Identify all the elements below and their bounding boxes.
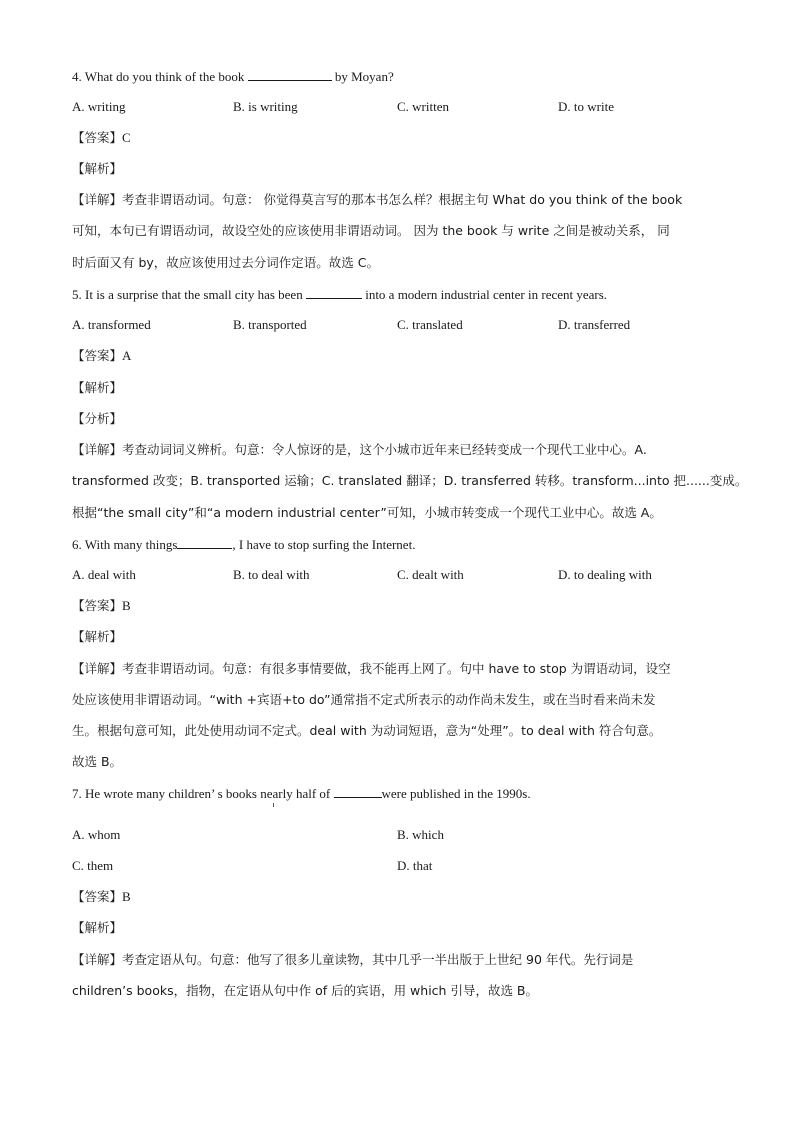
question-6-stem-start: 6. With many things xyxy=(72,537,178,552)
detail-line: 【详解】考查非谓语动词。句意： 你觉得莫言写的那本书怎么样？根据主句 What do you think of the book xyxy=(72,192,683,207)
answer-line xyxy=(72,129,131,147)
analysis-label: 【解析】 xyxy=(72,380,123,395)
detail-line: 处应该使用非谓语动词。“with +宾语+to do”通常指不定式所表示的动作尚未发生，或在当时看来尚未发 xyxy=(72,692,656,707)
answer-label: 【答案】 xyxy=(72,889,123,904)
detail-line: 【详解】考查定语从句。句意：他写了很多儿童读物，其中几乎一半出版于上世纪 90 年代。先行词是 xyxy=(72,952,634,967)
detail-line: children’s books，指物，在定语从句中作 of 后的宾语，用 which 引导，故选 B。 xyxy=(72,983,538,998)
detail-line: 【详解】考查非谓语动词。句意：有很多事情要做，我不能再上网了。句中 have to stop 为谓语动词，设空 xyxy=(72,661,671,676)
analysis-label: 【解析】 xyxy=(72,629,123,644)
question-4-stem-start: 4. What do you think of the book xyxy=(72,69,245,84)
question-4-stem-end: by Moyan? xyxy=(334,69,394,84)
analysis-label: 【解析】 xyxy=(72,920,123,935)
detail-line: 【详解】考查动词词义辨析。句意：令人惊讶的是，这个小城市近年来已经转变成一个现代工业中心。A. xyxy=(72,442,647,457)
detail-label: 【详解】 xyxy=(72,442,123,457)
answer-blank xyxy=(306,285,362,299)
question-5-stem xyxy=(72,285,607,304)
comma-mark xyxy=(273,803,274,807)
answer-line xyxy=(72,888,131,906)
option-d: D. that xyxy=(397,858,433,873)
answer-value: C xyxy=(122,130,131,145)
fenxi-label: 【分析】 xyxy=(72,411,123,426)
question-6-stem xyxy=(72,535,415,554)
option-d: D. transferred xyxy=(558,317,631,332)
option-c: C. them xyxy=(72,858,114,873)
answer-value: A xyxy=(122,348,132,363)
question-7-stem-middle: nearly half of xyxy=(260,786,331,801)
detail-label: 【详解】 xyxy=(72,661,123,676)
option-b: B. to deal with xyxy=(233,567,310,582)
option-d: D. to write xyxy=(558,99,614,114)
detail-line: 故选 B。 xyxy=(72,754,123,769)
option-c: C. dealt with xyxy=(397,567,464,582)
question-5-stem-end: into a modern industrial center in recent years. xyxy=(365,287,608,302)
option-a: A. writing xyxy=(72,99,126,114)
option-c: C. written xyxy=(397,99,449,114)
question-5-stem-start: 5. It is a surprise that the small city has been xyxy=(72,287,303,302)
question-4-stem xyxy=(72,67,394,86)
answer-value: B xyxy=(122,598,131,613)
answer-label: 【答案】 xyxy=(72,598,123,613)
option-a: A. deal with xyxy=(72,567,136,582)
detail-line: 根据“the small city”和“a modern industrial center”可知，小城市转变成一个现代工业中心。故选 A。 xyxy=(72,505,662,520)
option-c: C. translated xyxy=(397,317,463,332)
option-d: D. to dealing with xyxy=(558,567,652,582)
answer-line xyxy=(72,347,131,365)
option-b: B. is writing xyxy=(233,99,298,114)
detail-label: 【详解】 xyxy=(72,192,123,207)
option-a: A. whom xyxy=(72,827,121,842)
answer-label: 【答案】 xyxy=(72,348,123,363)
detail-line: 可知，本句已有谓语动词，故设空处的应该使用非谓语动词。 因为 the book 与 write 之间是被动关系， 同 xyxy=(72,223,670,238)
detail-line: 时后面又有 by，故应该使用过去分词作定语。故选 C。 xyxy=(72,255,380,270)
question-7-stem xyxy=(72,784,531,803)
answer-value: B xyxy=(122,889,131,904)
option-a: A. transformed xyxy=(72,317,151,332)
question-7-stem-start: 7. He wrote many children’ s books xyxy=(72,786,257,801)
question-7-stem-end: were published in the 1990s. xyxy=(381,786,531,801)
analysis-label: 【解析】 xyxy=(72,161,123,176)
answer-label: 【答案】 xyxy=(72,130,123,145)
detail-line: 生。根据句意可知，此处使用动词不定式。deal with 为动词短语，意为“处理”。to deal with 符合句意。 xyxy=(72,723,662,738)
detail-line: transformed 改变；B. transported 运输；C. translated 翻译；D. transferred 转移。transform...into 把......变成。 xyxy=(72,473,748,488)
option-b: B. which xyxy=(397,827,444,842)
question-6-stem-end: , I have to stop surfing the Internet. xyxy=(232,537,416,552)
option-b: B. transported xyxy=(233,317,307,332)
answer-blank xyxy=(248,67,332,81)
answer-line xyxy=(72,597,131,615)
answer-blank xyxy=(177,535,232,549)
detail-label: 【详解】 xyxy=(72,952,123,967)
answer-blank xyxy=(334,784,382,798)
